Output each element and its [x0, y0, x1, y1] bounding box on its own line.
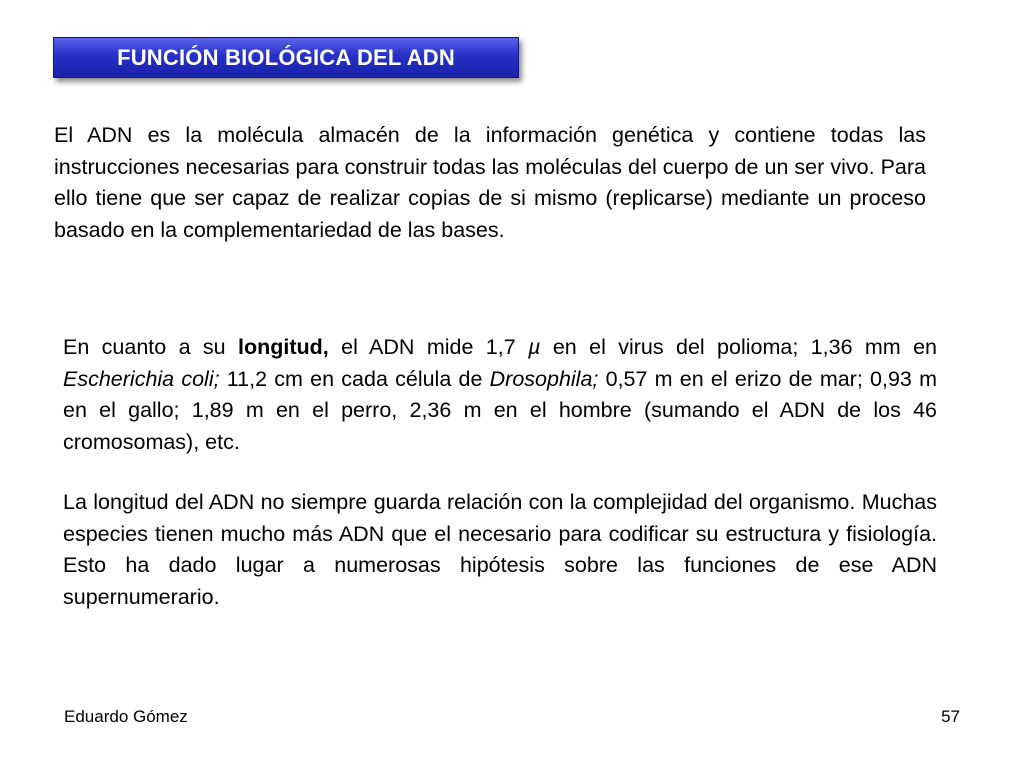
length-text-1: En cuanto a su [63, 335, 239, 359]
length-text-4: 11,2 cm en cada célula de [219, 366, 490, 391]
complexity-paragraph: La longitud del ADN no siempre guarda relación con la complejidad del organismo. Muchas especies tienen mucho más ADN que el necesario para codificar su estructura y fisiología. Esto ha dado lugar a numerosas hipótesis sobre las funciones de ese ADN supernumerario. [63, 490, 937, 609]
ecoli-term: Escherichia coli; [63, 366, 220, 391]
length-paragraph [63, 332, 937, 458]
slide-title: FUNCIÓN BIOLÓGICA DEL ADN [117, 44, 455, 70]
intro-paragraph: El ADN es la molécula almacén de la información genética y contiene todas las instrucciones necesarias para construir todas las moléculas del cuerpo de un ser vivo. Para ello tiene que ser capaz de realizar copias de si mismo (replicarse) mediante un proceso basado en la complementariedad de las bases. [54, 123, 926, 242]
footer-author: Eduardo Gómez [64, 707, 188, 726]
drosophila-term: Drosophila; [489, 366, 599, 391]
micron-symbol: µ [528, 335, 541, 359]
page-number: 57 [941, 707, 960, 726]
length-text-2: el ADN mide 1,7 [328, 335, 529, 359]
slide-title-banner [53, 37, 519, 78]
length-text-5: 0,57 m en el erizo de mar; 0,93 m en el gallo; 1,89 m en el perro, 2,36 m en el hombre (sumando el ADN de los 46 cromosomas), etc. [63, 366, 938, 454]
length-bold-term: longitud, [238, 335, 329, 359]
length-text-3: en el virus del polioma; 1,36 mm en [540, 335, 938, 359]
